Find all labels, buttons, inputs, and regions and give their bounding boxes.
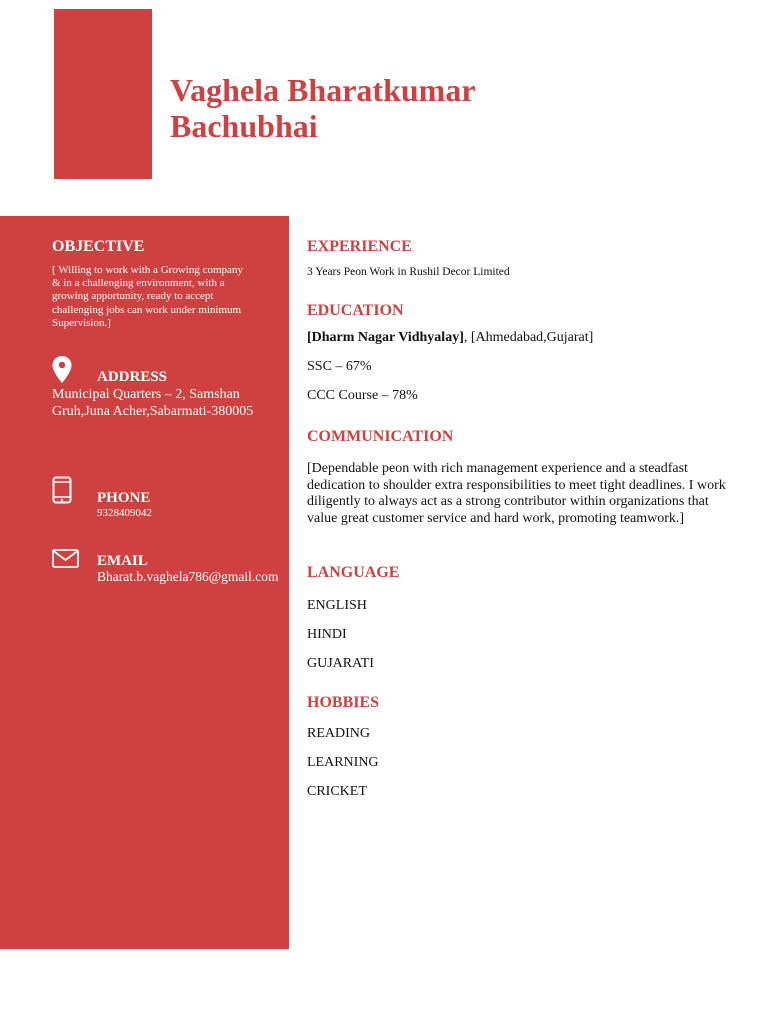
location-pin-icon (52, 356, 72, 384)
name-line-1: Vaghela Bharatkumar (170, 72, 476, 108)
education-item: SSC – 67% (307, 359, 372, 374)
email-address: Bharat.b.vaghela786@gmail.com (97, 569, 279, 584)
phone-number: 9328409042 (97, 507, 152, 519)
hobby-item: CRICKET (307, 784, 367, 799)
language-item: GUJARATI (307, 656, 374, 671)
education-heading: EDUCATION (307, 302, 404, 319)
education-school: [Dharm Nagar Vidhyalay] (307, 330, 464, 345)
address-section (52, 356, 289, 426)
mobile-phone-icon (52, 476, 72, 504)
education-location: , [Ahmedabad,Gujarat] (463, 330, 594, 345)
hobby-item: READING (307, 726, 370, 741)
objective-text: [ Willing to work with a Growing company & in a challenging environment, with a growing apportunity, ready to accept challenging jobs can work under minimum Supervision.] (52, 264, 243, 329)
language-item: HINDI (307, 627, 347, 642)
hobbies-heading: HOBBIES (307, 694, 380, 711)
envelope-icon (52, 549, 79, 568)
experience-text: 3 Years Peon Work in Rushil Decor Limited (307, 266, 510, 278)
address-title: ADDRESS (97, 369, 168, 385)
communication-heading: COMMUNICATION (307, 428, 454, 445)
education-school-line (307, 330, 593, 346)
sidebar (0, 216, 289, 949)
name-line-2: Bachubhai (170, 108, 318, 144)
experience-heading: EXPERIENCE (307, 238, 412, 255)
header-accent-block (54, 9, 152, 179)
address-text: Municipal Quarters – 2, Samshan Gruh,Juna Acher,Sabarmati-380005 (52, 387, 254, 419)
hobby-item: LEARNING (307, 755, 379, 770)
communication-text: [Dependable peon with rich management experience and a steadfast dedication to shoulder extra responsibilities to meet tight deadlines. I work diligently to always act as a strong contributor within organizations that value great customer service and hard work, promoting teamwork.] (307, 461, 726, 526)
email-section (52, 549, 289, 594)
language-item: ENGLISH (307, 598, 367, 613)
phone-section (52, 476, 289, 526)
objective-heading: OBJECTIVE (52, 238, 145, 255)
language-heading: LANGUAGE (307, 564, 400, 581)
phone-title: PHONE (97, 490, 151, 506)
email-title: EMAIL (97, 553, 148, 569)
candidate-name (170, 72, 730, 144)
education-item: CCC Course – 78% (307, 388, 418, 403)
